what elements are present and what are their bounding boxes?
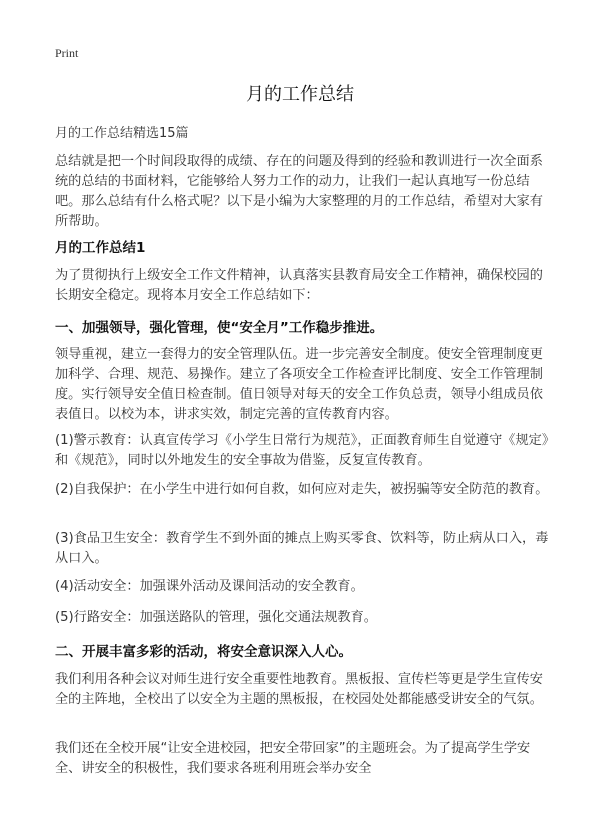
subheading-1: 一、加强领导，强化管理，使“安全月”工作稳步推进。	[55, 320, 384, 336]
list-item-road-safety: (5)行路安全：加强送路队的管理，强化交通法规教育。	[55, 610, 377, 625]
list-item-activity-safety: (4)活动安全：加强课外活动及课间活动的安全教育。	[55, 579, 364, 594]
subheading-2: 二、开展丰富多彩的活动，将安全意识深入人心。	[55, 644, 352, 660]
paragraph-activities: 我们利用各种会议对师生进行安全重要性地教育。黑板报、宣传栏等更是学生宣传安全的主阵地，全校出了以安全为主题的黑板报，在校园处处都能感受讲安全的气氛。	[55, 672, 543, 707]
section-heading: 月的工作总结1	[55, 240, 146, 256]
print-link[interactable]: Print	[55, 46, 79, 60]
section-intro-paragraph: 为了贯彻执行上级安全工作文件精神，认真落实县教育局安全工作精神，确保校园的长期安全稳定。现将本月安全工作总结如下：	[55, 268, 543, 303]
subtitle: 月的工作总结精选15篇	[55, 126, 189, 141]
page-title: 月的工作总结	[246, 84, 354, 105]
list-item-warning-education: (1)警示教育：认真宣传学习《小学生日常行为规范》，正面教育师生自觉遵守《规定》和《规范》，同时以外地发生的安全事故为借鉴，反复宣传教育。	[55, 433, 556, 468]
list-item-self-protection: (2)自我保护：在小学生中进行如何自救，如何应对走失，被拐骗等安全防范的教育。	[55, 482, 549, 497]
paragraph-leadership: 领导重视，建立一套得力的安全管理队伍。进一步完善安全制度。使安全管理制度更加科学、合理、规范、易操作。建立了各项安全工作检查评比制度、安全工作管理制度。实行领导安全值日检查制。值日领导对每天的安全工作负总责，领导小组成员依表值日。以校为本，讲求实效，制定完善的宣传教育内容。	[55, 347, 543, 422]
intro-paragraph: 总结就是把一个时间段取得的成绩、存在的问题及得到的经验和教训进行一次全面系统的总结的书面材料，它能够给人努力工作的动力，让我们一起认真地写一份总结吧。那么总结有什么格式呢？以下是小编为大家整理的月的工作总结，希望对大家有所帮助。	[55, 154, 543, 229]
list-item-food-safety: (3)食品卫生安全：教育学生不到外面的摊点上购买零食、饮料等，防止病从口入，毒从口入。	[55, 531, 549, 566]
paragraph-theme-meeting: 我们还在全校开展“让安全进校园，把安全带回家”的主题班会。为了提高学生学安全、讲安全的积极性，我们要求各班利用班会举办安全	[55, 741, 531, 776]
